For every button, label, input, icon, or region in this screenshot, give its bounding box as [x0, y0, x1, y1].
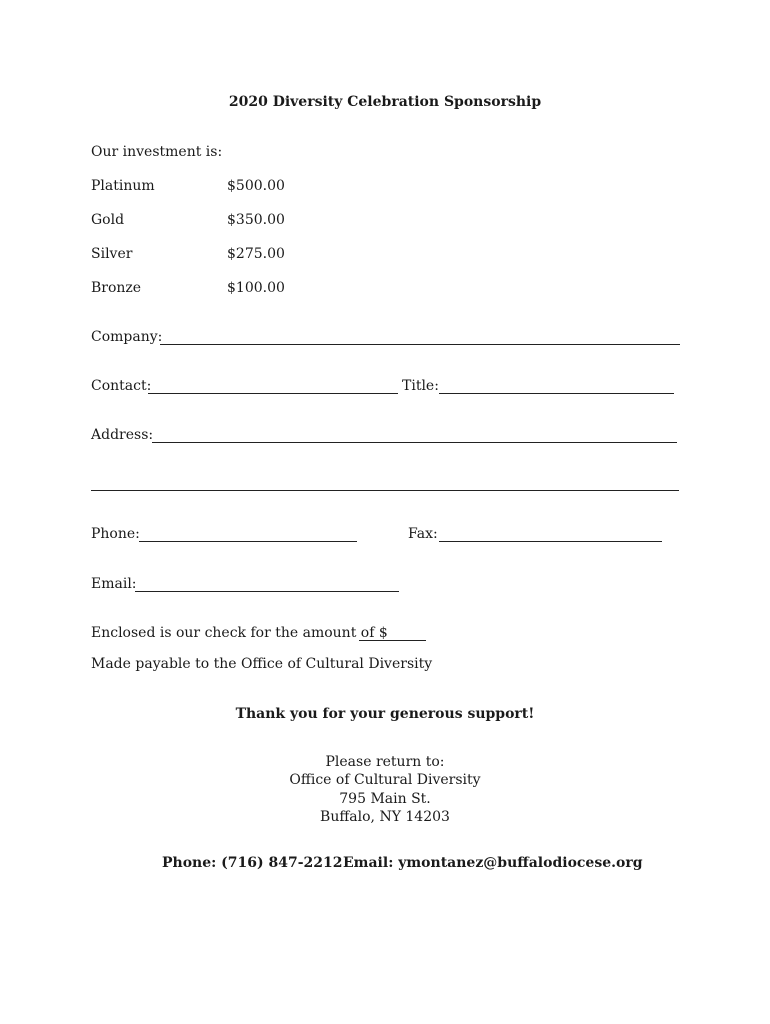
footer-email[interactable]: Email: ymontanez@buffalodiocese.org: [343, 855, 643, 871]
phone-field[interactable]: [139, 541, 357, 542]
fax-field[interactable]: [439, 541, 662, 542]
address-label: Address:: [91, 427, 154, 443]
footer-phone: Phone: (716) 847-2212: [162, 855, 343, 871]
return-city: Buffalo, NY 14203: [320, 809, 450, 825]
payable-text: Made payable to the Office of Cultural Diversity: [91, 656, 433, 672]
level-name-gold: Gold: [91, 212, 125, 228]
contact-label: Contact:: [91, 378, 152, 394]
level-amount-platinum: $500.00: [227, 178, 285, 194]
address-field-line-2[interactable]: [91, 490, 679, 491]
title-label: Title:: [402, 378, 439, 394]
level-amount-gold: $350.00: [227, 212, 285, 228]
level-name-silver: Silver: [91, 246, 133, 262]
thank-you-text: Thank you for your generous support!: [235, 706, 535, 722]
check-amount-field[interactable]: [359, 640, 426, 641]
fax-label: Fax:: [408, 526, 438, 542]
contact-field[interactable]: [148, 393, 398, 394]
page-title: 2020 Diversity Celebration Sponsorship: [228, 94, 542, 110]
email-label: Email:: [91, 576, 137, 592]
investment-intro: Our investment is:: [91, 144, 223, 160]
level-amount-bronze: $100.00: [227, 280, 285, 296]
return-office: Office of Cultural Diversity: [289, 772, 481, 788]
title-field[interactable]: [439, 393, 674, 394]
phone-label: Phone:: [91, 526, 140, 542]
email-field[interactable]: [135, 591, 399, 592]
return-street: 795 Main St.: [339, 791, 431, 807]
return-heading: Please return to:: [325, 754, 445, 770]
address-field-line-1[interactable]: [152, 442, 677, 443]
company-label: Company:: [91, 329, 163, 345]
check-amount-label: Enclosed is our check for the amount of $: [91, 625, 388, 641]
level-name-platinum: Platinum: [91, 178, 155, 194]
company-field[interactable]: [160, 344, 680, 345]
level-amount-silver: $275.00: [227, 246, 285, 262]
level-name-bronze: Bronze: [91, 280, 142, 296]
